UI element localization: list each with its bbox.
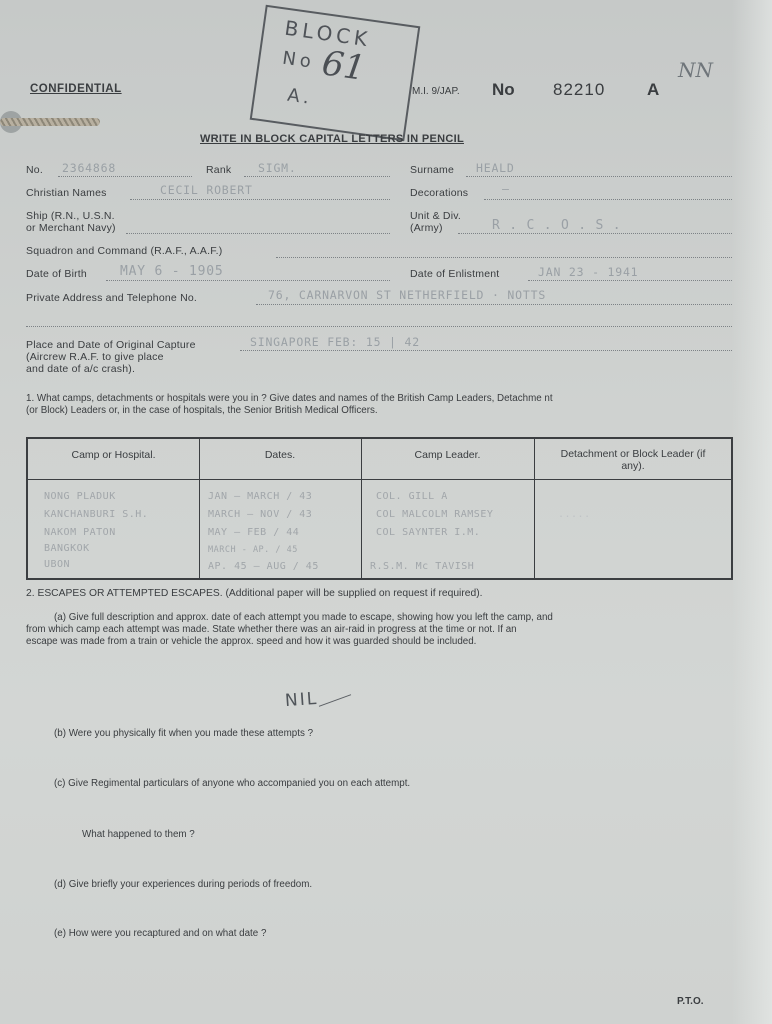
stamp-number: 61 (319, 43, 368, 89)
pto-label: P.T.O. (677, 996, 704, 1007)
rank-label: Rank (206, 164, 232, 176)
answer-nil: NIL (284, 688, 319, 712)
address-label: Private Address and Telephone No. (26, 292, 198, 304)
ship-label-2: or Merchant Navy) (26, 222, 116, 234)
camps-table (26, 437, 733, 580)
surname-label: Surname (410, 164, 455, 176)
table-cell: AP. 45 — AUG / 45 (208, 561, 319, 572)
header-dates: Dates. (264, 449, 296, 461)
table-cell: MAY — FEB / 44 (208, 527, 300, 538)
dob-label: Date of Birth (26, 268, 87, 280)
initials: NN (678, 58, 713, 82)
question-1-line-1: 1. What camps, detachments or hospitals were you in ? Give dates and names of the British Camp Leaders, Detachme nt (26, 393, 553, 404)
address-value: 76, CARNARVON ST NETHERFIELD · NOTTS (268, 288, 547, 302)
table-cell: COL. GILL A (376, 491, 448, 502)
stamp-line-3: A. (286, 84, 315, 110)
capture-label-3: and date of a/c crash). (26, 363, 136, 375)
block-stamp (250, 5, 421, 142)
squadron-label: Squadron and Command (R.A.F., A.A.F.) (26, 245, 223, 257)
table-cell: COL SAYNTER I.M. (376, 527, 481, 538)
question-1-line-2: (or Block) Leaders or, in the case of hospitals, the Senior British Medical Officers. (26, 405, 378, 416)
number-label: No (492, 80, 515, 99)
dob-value: MAY 6 - 1905 (120, 264, 224, 279)
header-camp-leader: Camp Leader. (414, 449, 481, 461)
header-detachment: Detachment or Block Leader (if any). (560, 448, 706, 472)
table-cell: NAKOM PATON (44, 527, 116, 538)
question-2a-line-2: from which camp each attempt was made. State whether there was an air-raid in progress at the time or not. If an (26, 624, 517, 635)
ship-label-1: Ship (R.N., U.S.N. (26, 210, 115, 222)
mi-reference: M.I. 9/JAP. (412, 86, 460, 97)
question-2c: (c) Give Regimental particulars of anyone who accompanied you on each attempt. (54, 778, 411, 789)
decorations-value: — (502, 182, 510, 196)
stamp-line-1: BLOCK (283, 15, 373, 52)
nil-stroke (319, 694, 351, 707)
unit-label-1: Unit & Div. (410, 210, 462, 222)
christian-names-label: Christian Names (26, 187, 107, 199)
question-2a-line-3: escape was made from a train or vehicle the approx. speed and how it was guarded should be included. (26, 636, 477, 647)
table-cell: NONG PLADUK (44, 491, 116, 502)
stamp-line-2: No (281, 47, 317, 73)
form-number: 82210 (553, 80, 606, 99)
surname-value: HEALD (476, 161, 515, 175)
table-cell: R.S.M. Mc TAVISH (370, 561, 475, 572)
decorations-label: Decorations (410, 187, 469, 199)
question-2b: (b) Were you physically fit when you made these attempts ? (54, 728, 314, 739)
table-cell: MARCH — NOV / 43 (208, 509, 313, 520)
table-cell: BANGKOK (44, 543, 90, 554)
enlistment-label: Date of Enlistment (410, 268, 500, 280)
question-2e: (e) How were you recaptured and on what date ? (54, 928, 267, 939)
question-2c-followup: What happened to them ? (82, 829, 195, 840)
capture-value: SINGAPORE FEB: 15 | 42 (250, 335, 420, 349)
no-label: No. (26, 164, 43, 176)
instruction-heading: WRITE IN BLOCK CAPITAL LETTERS IN PENCIL (200, 133, 464, 145)
capture-label-1: Place and Date of Original Capture (26, 339, 196, 351)
form-suffix: A (647, 80, 660, 99)
table-cell: COL MALCOLM RAMSEY (376, 509, 494, 520)
table-cell: KANCHANBURI S.H. (44, 509, 149, 520)
unit-value: R . C . O . S . (492, 218, 622, 233)
unit-label-2: (Army) (410, 222, 443, 234)
question-2d: (d) Give briefly your experiences during periods of freedom. (54, 879, 313, 890)
enlistment-value: JAN 23 - 1941 (538, 265, 639, 279)
confidential-label: CONFIDENTIAL (30, 83, 122, 95)
binding-string (0, 118, 100, 126)
table-cell: ..... (558, 509, 591, 520)
table-cell: UBON (44, 559, 71, 570)
table-cell: JAN — MARCH / 43 (208, 491, 313, 502)
table-cell: MARCH - AP. / 45 (208, 545, 298, 555)
service-number: 2364868 (62, 161, 117, 175)
question-2a-line-1: (a) Give full description and approx. date of each attempt you made to escape, showing how you left the camp, and (54, 612, 553, 623)
rank-value: SIGM. (258, 161, 297, 175)
capture-label-2: (Aircrew R.A.F. to give place (26, 351, 164, 363)
christian-names-value: CECIL ROBERT (160, 183, 253, 197)
question-2-title: 2. ESCAPES OR ATTEMPTED ESCAPES. (Additional paper will be supplied on request if required). (26, 588, 483, 599)
header-camp: Camp or Hospital. (71, 449, 156, 461)
